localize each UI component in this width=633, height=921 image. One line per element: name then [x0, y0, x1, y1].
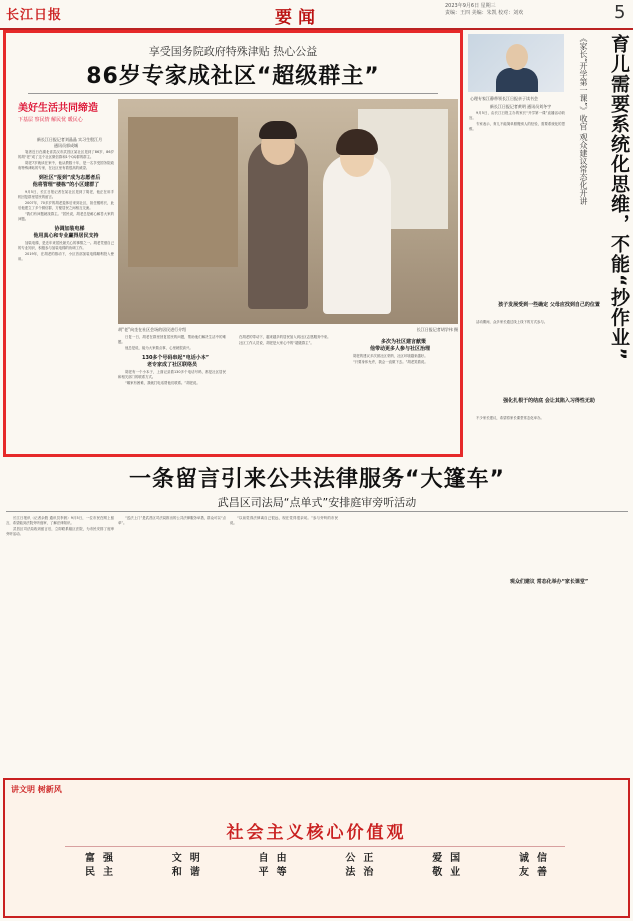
caption-text: 胡“老”向坐在社区会场的居民进行介绍 [118, 327, 187, 332]
person-face [506, 44, 528, 70]
paragraph: 胡老7岁就读在家中，他从教数十年，是一名享受国务院政府特殊津贴的专家，在社区里有着很高的威望。 [18, 161, 114, 170]
banner-subtitle: 下基层 察民情 解民忧 暖民心 [18, 117, 83, 123]
person-woman-body [323, 154, 391, 314]
person-man-hair [259, 121, 297, 139]
public-service-ad [3, 778, 630, 918]
right-photo [468, 34, 564, 92]
subheading: 到社区“报到”成为志愿者后 他将管理“楼栋”的小区建群了 [32, 175, 101, 188]
value-group [345, 852, 381, 880]
value-word: 自由 [258, 853, 295, 864]
paragraph: 加装电梯，是近年来居民最关心的事情之一。胡老凭借自己的专业知识，积极参与加装电梯的协调工作。 [18, 241, 114, 250]
value-word: 文明 [171, 853, 208, 864]
paragraph: “只要身体允许，我会一直做下去。”胡老笑着说。 [353, 360, 428, 364]
editors-line: 责编：王四 美编：朱凯 校对：刘欢 [445, 10, 524, 16]
paragraph: 武昌区司法局收到留言后，立即联系辖区法院，为市民安排了庭审旁听活动。 [6, 527, 114, 536]
value-word: 敬业 [432, 867, 469, 878]
second-deck: 武昌区司法局“点单式”安排庭审旁听活动 [217, 496, 417, 509]
subheading: 协调加装电梯 他用真心和专业赢得居民支持 [33, 226, 99, 239]
core-values-list [85, 852, 555, 880]
article-column-3 [232, 335, 340, 455]
value-group [519, 852, 555, 880]
subheading: 多次为社区建言献策 他带动更多人参与社区治理 [369, 339, 430, 352]
page-number: 5 [614, 2, 626, 23]
date-info [445, 3, 523, 17]
paragraph: 9月5日，长江日报记者在某社区见到了胡老，他正在用手机回复群里居民的留言。 [18, 190, 114, 199]
second-column-2 [118, 516, 226, 742]
value-word: 法治 [345, 867, 382, 878]
divider [6, 511, 628, 512]
paragraph: 长江日报讯（记者余胜 通讯员李晨）9月5日，一位市民在网上留言，希望能到法院旁听庭审，了解法律知识。 [6, 516, 114, 525]
value-word: 富强 [85, 853, 121, 864]
right-article-deck: 《家长“开学第一课”》收官 观众建议常态化开讲 [579, 34, 588, 205]
article-headline: 86岁专家成社区“超级群主” [86, 64, 380, 89]
article-column-4 [346, 335, 454, 455]
right-subheading-3: 观众们建议 常态化举办“家长课堂” [509, 579, 589, 585]
paragraph: 笔者近日在湖北省武汉市武昌区某社区见到了86岁、86岁的胡“老”成了这个社区微信群和1个QQ群的群主。 [18, 150, 114, 159]
right-subheading-1: 孩子发展受到一些确定 父母应找到自己的位置 [498, 302, 600, 308]
article-column-2 [118, 335, 226, 455]
paragraph: “送法上门”是武昌区司法局推出的公共法律服务举措，群众可以“点单”。 [118, 516, 226, 525]
paragraph: 活动期间，众多家长通过线上线下的方式参与。 [476, 320, 548, 324]
ad-title: 社会主义核心价值观 [226, 823, 407, 843]
byline: 新长江日报记者刘晶晶 实习生殷江月 通讯员郭成城 [36, 137, 103, 148]
bookshelf [128, 117, 238, 267]
paragraph: 专家表示，育儿不能简单照搬别人的经验，需要系统化的思维。 [469, 122, 565, 131]
paragraph: 2019年，在胡老的推动下，小区首部加装电梯顺利投入使用。 [18, 252, 114, 261]
subheading: 130多个号码串起“电话小本” 老专家成了社区联络员 [141, 355, 209, 368]
value-group [172, 852, 208, 880]
paragraph: 不少家长建议，希望将家长课堂常态化举办。 [476, 416, 544, 420]
divider [65, 846, 565, 847]
main-article [3, 30, 463, 457]
value-group [432, 852, 468, 880]
right-article-intro [469, 104, 565, 164]
paragraph: “以前觉得法律离自己很远，现在觉得很亲切。”参与旁听的市民说。 [230, 516, 338, 525]
byline: 新长江日报记者黄明 通讯员刘冬宇 [489, 104, 552, 109]
value-group [85, 852, 121, 880]
paragraph: 9月5日，由长江日报主办的家长“开学第一课”直播活动收官。 [469, 111, 565, 120]
paragraph: 在胡老的带动下，越来越多的居民加入到社区志愿服务中来。 [239, 335, 331, 339]
value-word: 爱国 [432, 853, 469, 864]
paragraph: 他总是说，能为大家做点事，心里就很高兴。 [125, 346, 193, 350]
paragraph: 社区工作人员说，胡老是大家心中的“超级群主”。 [239, 341, 314, 345]
article-column-1 [18, 137, 114, 455]
paragraph: 日复一日，胡老在群里回复居民的问题，帮助他们解决生活中的难题。 [118, 335, 226, 344]
value-word: 和谐 [171, 867, 208, 878]
right-article-body-1 [469, 320, 629, 392]
section-title: 要闻 [275, 8, 321, 28]
paragraph: “我们有问题就找群主。”居民说，胡老总是耐心解答大家的问题。 [18, 212, 114, 221]
value-word: 公正 [345, 853, 382, 864]
second-column-3 [230, 516, 338, 742]
value-word: 诚信 [518, 853, 555, 864]
paragraph: 胡老的建议多次被社区采纳，社区环境越来越好。 [353, 354, 428, 358]
value-group [259, 852, 295, 880]
paragraph: “哪家有困难，我就打电话帮他们联系。”胡老说。 [125, 381, 200, 385]
column-banner [18, 99, 114, 131]
second-column-1 [6, 516, 114, 742]
value-word: 平等 [258, 867, 295, 878]
masthead [0, 0, 633, 30]
person-body [496, 68, 538, 92]
photo-caption [118, 327, 458, 333]
article-photo [118, 99, 458, 324]
article-kicker: 享受国务院政府特殊津贴 热心公益 [148, 45, 318, 58]
value-word: 友善 [518, 867, 555, 878]
ad-logo: 讲文明 树新风 [11, 785, 62, 794]
photo-credit: 长江日报记者胡学伟 摄 [416, 327, 458, 332]
right-photo-caption: 心理专家江静带领长江日报亲子读书会 [470, 96, 538, 101]
paragraph: 胡老有一个小本子，上面记录着130多个电话号码，都是社区居民和相关部门的联系方式。 [118, 370, 226, 379]
newspaper-logo: 长江日报 [6, 8, 63, 23]
paragraph: 2007年，70多岁的胡老退休后来到社区，担任楼栋长，此后他建立了多个微信群，方便居民之间相互交流。 [18, 201, 114, 210]
banner-title: 美好生活共同缔造 [18, 103, 98, 114]
second-headline: 一条留言引来公共法律服务“大篷车” [129, 467, 505, 492]
right-article-headline: 育儿需要系统化思维，不能“抄作业” [608, 34, 630, 361]
right-subheading-2: 强化扎根于的结底 会让其陷入习得性无助 [503, 398, 595, 404]
date-line: 2023年9月6日 星期三 [445, 3, 496, 9]
divider [28, 93, 438, 94]
value-word: 民主 [85, 867, 121, 878]
